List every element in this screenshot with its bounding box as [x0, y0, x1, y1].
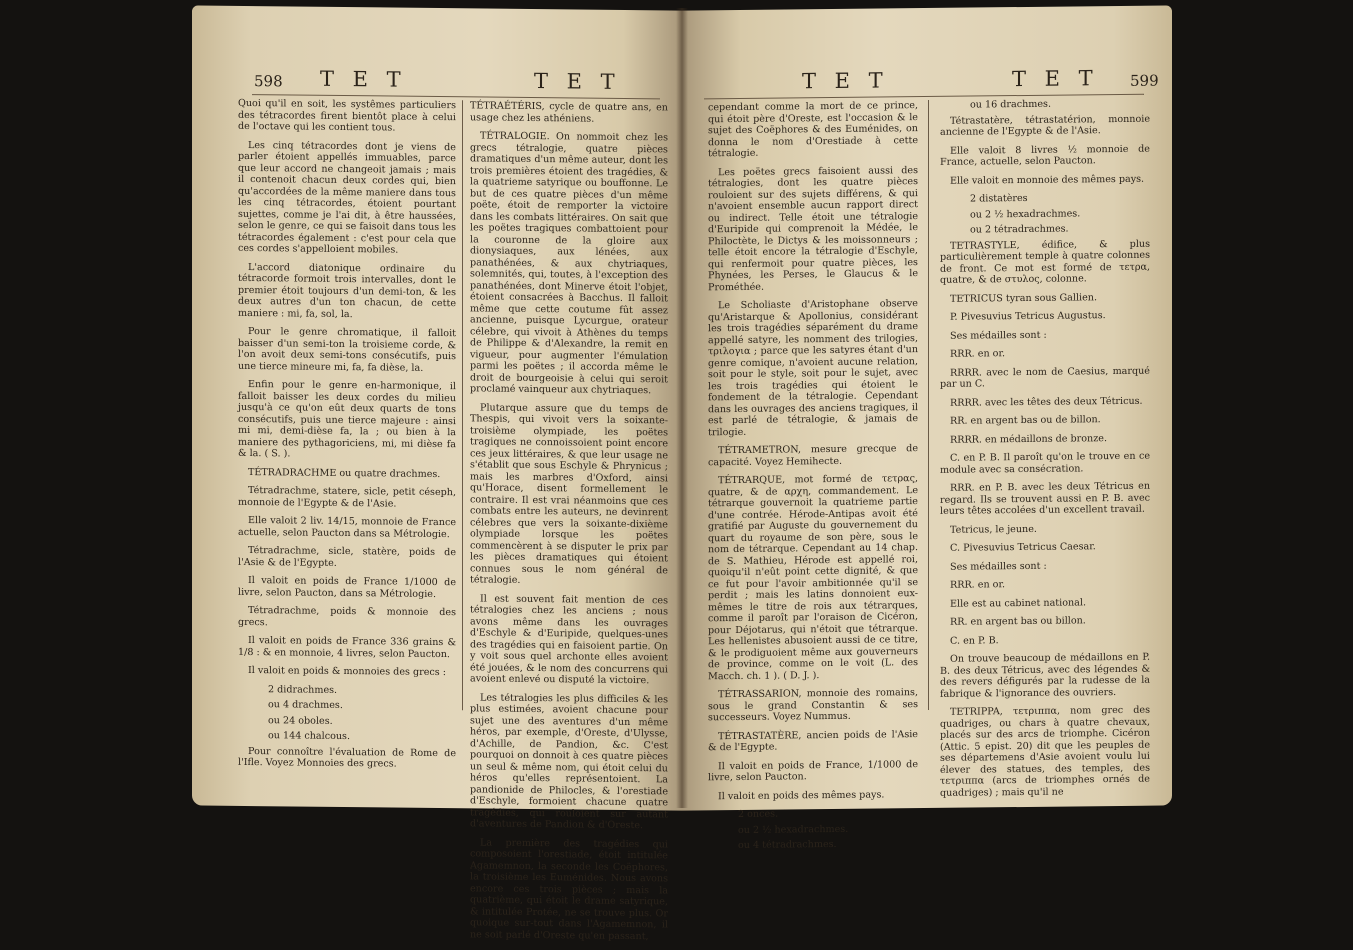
list-item: ou 24 oboles. [268, 714, 333, 727]
text-column [238, 98, 456, 778]
right-page [682, 5, 1172, 851]
paragraph: Ses médailles sont : [950, 560, 1047, 573]
paragraph: C. en P. B. [950, 634, 999, 647]
list-item: ou 2 ½ hexadrachmes. [738, 823, 849, 836]
paragraph: Quoi qu'il en soit, les systêmes particuliers des tétracordes firent bientôt place à celui de l'octave qui les contient tous. [238, 97, 456, 134]
running-head: T E T [320, 66, 407, 92]
paragraph: Elle valoit 2 liv. 14/15, monnoie de France actuelle, selon Paucton dans sa Métrologie. [238, 515, 456, 540]
paragraph: TÉTRAMETRON, mesure grecque de capacité. Voyez Hemihecte. [708, 443, 918, 468]
paragraph: On trouve beaucoup de médaillons en P. B. des deux Tétricus, avec des légendes & des revers défigurés par la rudesse de la fabrique & l'ignorance des ouvriers. [940, 651, 1150, 700]
paragraph: Il valoit en poids & monnoies des grecs : [248, 665, 446, 679]
column-divider [928, 100, 929, 710]
list-item: ou 2 ½ hexadrachmes. [970, 207, 1081, 221]
paragraph: C. en P. B. Il paroît qu'on le trouve en ce module avec sa consécration. [940, 450, 1150, 476]
paragraph: Il valoit en poids de France, 1/1000 de livre, selon Paucton. [708, 758, 918, 784]
list-item: ou 2 tétradrachmes. [970, 223, 1069, 236]
book-spread [192, 8, 1172, 942]
paragraph: Tétradrachme, sicle, statère, poids de l'Asie & de l'Egypte. [238, 545, 456, 569]
paragraph: Tétradrachme, poids & monnoie des grecs. [238, 605, 456, 628]
paragraph: Elle est au cabinet national. [950, 596, 1086, 610]
paragraph: TÉTRARQUE, mot formé de τετρας, quatre, & de αρχη, commandement. Le tétrarque gouvernoit la quatrieme partie d'une contrée. Hérode-Antipas avoit été gratifié par Auguste du gouvernement du quart du royaume de son père, sous le nom de tétrarque. Cependant au 14 chap. de S. Mathieu, Hérode est appellé roi, quoiqu'il n'eût point cette dignité, & que ce fut pour l'avoir ambitionnée qu'il se perdit ; mais les latins donnoient eux-mêmes le titre de rois aux tétrarques, comme il paroît par l'oraison de Cicéron, pour Déjotarus, qui n'étoit que tétrarque. Les hellenistes abusoient aussi de ce titre, & le prodiguoient même aux gouverneurs de province, comme on le voit (L. des Macch. ch. 1 ). ( D. J. ). [708, 473, 918, 682]
page-number: 599 [1130, 71, 1159, 90]
running-head: T E T [802, 68, 889, 94]
paragraph: L'accord diatonique ordinaire du tétracorde formoit trois intervalles, dont le premier étoit toujours d'un demi-ton, & les deux autres d'un ton chacun, de cette maniere : mi, fa, sol, la. [238, 261, 456, 320]
paragraph: Elle valoit en monnoie des mêmes pays. [950, 173, 1145, 187]
book-gutter [676, 8, 688, 808]
paragraph: RR. en argent bas ou de billon. [950, 414, 1101, 427]
paragraph: TETRASTYLE, édifice, & plus particulièrement temple à quatre colonnes de front. Ce mot est formé de τετρα, quatre, & de στυλος, colonne. [940, 238, 1150, 286]
paragraph: TÉTRALOGIE. On nommoit chez les grecs tétralogie, quatre pièces dramatiques d'un même auteur, dont les trois premières étoient des tragédies, & la quatrieme satyrique ou bouffonne. Le but de ces quatre pièces d'un même poëte, étoit de remporter la victoire dans les combats littéraires. On sait que les poëtes tragiques combattoient pour la couronne de la gloire aux dionysiaques, aux lénées, aux panathénées, & aux chytriaques, solemnités, qui, toutes, à l'exception des panathénées, dont Minerve étoit l'objet, étoient consacrées à Bacchus. Il falloit même que cette coutume fût assez ancienne, puisque Lycurgue, orateur célebre, qui vivoit à Athènes du temps de Philippe & d'Alexandre, la remit en vigueur, pour augmenter l'émulation parmi les poëtes ; il accorda même le droit de bourgeoisie à celui qui seroit proclamé vainqueur aux chytriaques. [470, 130, 668, 397]
paragraph: Il valoit en poids de France 336 grains & 1/8 : & en monnoie, 4 livres, selon Paucton. [238, 635, 456, 660]
paragraph: Il valoit en poids des mêmes pays. [718, 788, 885, 802]
paragraph: Elle valoit 8 livres ½ monnoie de France, actuelle, selon Paucton. [940, 143, 1150, 168]
paragraph: Tétradrachme, statere, sicle, petit céseph, monnoie de l'Egypte & de l'Asie. [238, 485, 456, 510]
paragraph: RRR. en or. [950, 348, 1006, 360]
left-page [192, 5, 682, 942]
paragraph: RRR. en P. B. avec les deux Tétricus en regard. Ils se trouvent aussi en P. B. avec leurs têtes accolées d'un excellent travail. [940, 480, 1150, 517]
paragraph: Pour le genre chromatique, il falloit baisser d'un semi-ton la troisieme corde, & l'on avoit deux semi-tons consécutifs, puis une tierce mineure mi, fa, fa dièse, la. [238, 326, 456, 374]
paragraph: Les tétralogies les plus difficiles & les plus estimées, avoient chacune pour sujet une des aventures d'un même héros, par exemple, d'Oreste, d'Ulysse, d'Achille, de Pandion, &c. C'est pourquoi on donnoit à ces quatre pièces un seul & même nom, qui étoit celui du héros qu'elles représentoient. La pandionide de Philocles, & l'orestiade d'Eschyle, formoient chacune quatre tragédies, qui rouloient sur autant d'aventures de Pandion & d'Oreste. [470, 691, 668, 832]
list-item: ou 144 chalcous. [268, 730, 351, 743]
paragraph: RRR. en or. [950, 579, 1006, 591]
column-divider [462, 100, 463, 710]
paragraph: Plutarque assure que du temps de Thespis, qui vivoit vers la soixante-troisième olympiade, les poëtes tragiques ne connoissoient point encore ces jeux littéraires, & que leur usage ne s'établit que sous Eschyle & Phrynicus ; mais les marbres d'Oxford, ainsi qu'Horace, disent formellement le contraire. Il est vrai néanmoins que ces combats entre les auteurs, ne devinrent célebres que vers la soixante-dixième olympiade lorsque les poëtes commencèrent à se disputer le prix par les pièces dramatiques qui étoient connues sous le nom général de tétralogie. [470, 401, 668, 586]
paragraph: RRRR. en médaillons de bronze. [950, 432, 1107, 446]
paragraph: RR. en argent bas ou billon. [950, 615, 1086, 628]
text-column [470, 100, 668, 949]
page-number: 598 [254, 72, 283, 91]
paragraph: Les poëtes grecs faisoient aussi des tétralogies, dont les quatre pièces rouloient sur des sujets différens, & qui n'avoient ensemble aucun rapport direct ou indirect. Telle étoit une tétralogie d'Euripide qui comprenoit la Médée, le Philoctète, le Dictys & les moissonneurs ; telle étoit encore la tétralogie d'Eschyle, qui renfermoit pour quatre pièces, les Phynées, les Perses, le Glaucus & le Prométhée. [708, 164, 918, 293]
paragraph: Le Scholiaste d'Aristophane observe qu'Aristarque & Apollonius, considérant les trois tragédies séparément du drame appellé satyre, les nomment des trilogies, τριλογια ; parce que les satyres étant d'un genre comique, n'avoient aucune relation, soit pour le style, soit pour le sujet, avec les trois tragédies qui étoient le fondement de la tétralogie. Cependant dans les ouvrages des anciens tragiques, il est parlé de tétralogie, & jamais de trilogie. [708, 298, 918, 438]
list-item: 2 didrachmes. [268, 683, 338, 696]
paragraph: RRRR. avec le nom de Caesius, marqué par un C. [940, 365, 1150, 390]
paragraph: Il est souvent fait mention de ces tétralogies chez les anciens ; nous avons même dans les ouvrages d'Eschyle & d'Euripide, quelques-unes des tragédies qui en faisoient partie. On y voit sous quel archonte elles avoient été jouées, & le nom des concurrens qui avoient enlevé ou disputé la victoire. [470, 592, 668, 687]
paragraph: Ses médailles sont : [950, 329, 1047, 342]
paragraph: cependant comme la mort de ce prince, qui étoit père d'Oreste, est l'occasion & le sujet des Coëphores & des Euménides, on donna le nom d'Orestiade à cette tétralogie. [708, 100, 918, 160]
paragraph: C. Pivesuvius Tetricus Caesar. [950, 541, 1096, 554]
paragraph: TÉTRADRACHME ou quatre drachmes. [248, 466, 441, 480]
list-item: 2 distatères [970, 192, 1028, 205]
paragraph: RRRR. avec les têtes des deux Tétricus. [950, 395, 1143, 409]
running-head: T E T [1012, 66, 1099, 92]
paragraph: Tétrastatère, tétrastatérion, monnoie ancienne de l'Egypte & de l'Asie. [940, 113, 1150, 138]
paragraph: TÉTRASSARION, monnoie des romains, sous le grand Constantin & ses successeurs. Voyez Nummus. [708, 687, 918, 724]
paragraph: TÉTRAÉTÉRIS, cycle de quatre ans, en usage chez les athéniens. [470, 100, 668, 125]
text-column [708, 100, 918, 856]
paragraph: TÉTRASTATÈRE, ancien poids de l'Asie & de l'Egypte. [708, 728, 918, 754]
running-head: T E T [534, 69, 621, 94]
text-column [940, 98, 1150, 806]
paragraph: TETRIPPA, τετριππα, nom grec des quadriges, ou chars à quatre chevaux, placés sur des arcs de triomphe. Cicéron (Attic. 5 epist. 20) dit que les peuples de ses départemens d'Asie avoient voulu lui élever des statues, des temples, des τετριππα (arcs de triomphes ornés de quadriges) ; mais qu'il ne [940, 704, 1150, 799]
list-item: ou 4 drachmes. [268, 699, 343, 712]
paragraph: Les cinq tétracordes dont je viens de parler étoient appellés immuables, parce que leur accord ne changeoit jamais ; mais il contenoit chacun deux cordes qui, bien qu'accordées de la même maniere dans tous les cinq tétracordes, étoient pourtant sujettes, comme je l'ai dit, à être haussées, selon le genre, ce qui se faisoit dans tous les tétracordes également : c'est pour cela que ces cordes s'appelloient mobiles. [238, 139, 456, 256]
paragraph: TETRICUS tyran sous Gallien. [950, 291, 1098, 305]
paragraph: Tetricus, le jeune. [950, 523, 1037, 536]
list-item: ou 4 tétradrachmes. [738, 838, 837, 851]
list-item: ou 16 drachmes. [970, 98, 1052, 111]
paragraph: Pour connoître l'évaluation de Rome de l'Ifle. Voyez Monnoies des grecs. [238, 745, 456, 770]
paragraph: La première des tragédies qui composoient l'orestiade, étoit intitulée Agamemnon, la seconde les Coëphores, la troisième les Euménides. Nous avons encore ces trois pièces ; mais la quatrième, qui étoit le drame satyrique, & intitulée Protée, ne se trouve plus. Or quoique sur-tout dans l'Agamemnon, il ne soit parlé d'Oreste qu'en passant, [470, 836, 668, 942]
paragraph: Il valoit en poids de France 1/1000 de livre, selon Paucton, dans sa Métrologie. [238, 575, 456, 600]
paragraph: P. Pivesuvius Tetricus Augustus. [950, 310, 1106, 323]
paragraph: Enfin pour le genre en-harmonique, il falloit baisser les deux cordes du milieu jusqu'à ce qu'on eût deux quarts de tons consécutifs, puis une tierce majeure : ainsi mi mi, demi-dièse fa, la ; ou bien à la maniere des pythagoriciens, mi, mi dièse fa & la. ( S. ). [238, 379, 456, 460]
list-item: 2 onces. [738, 808, 779, 820]
